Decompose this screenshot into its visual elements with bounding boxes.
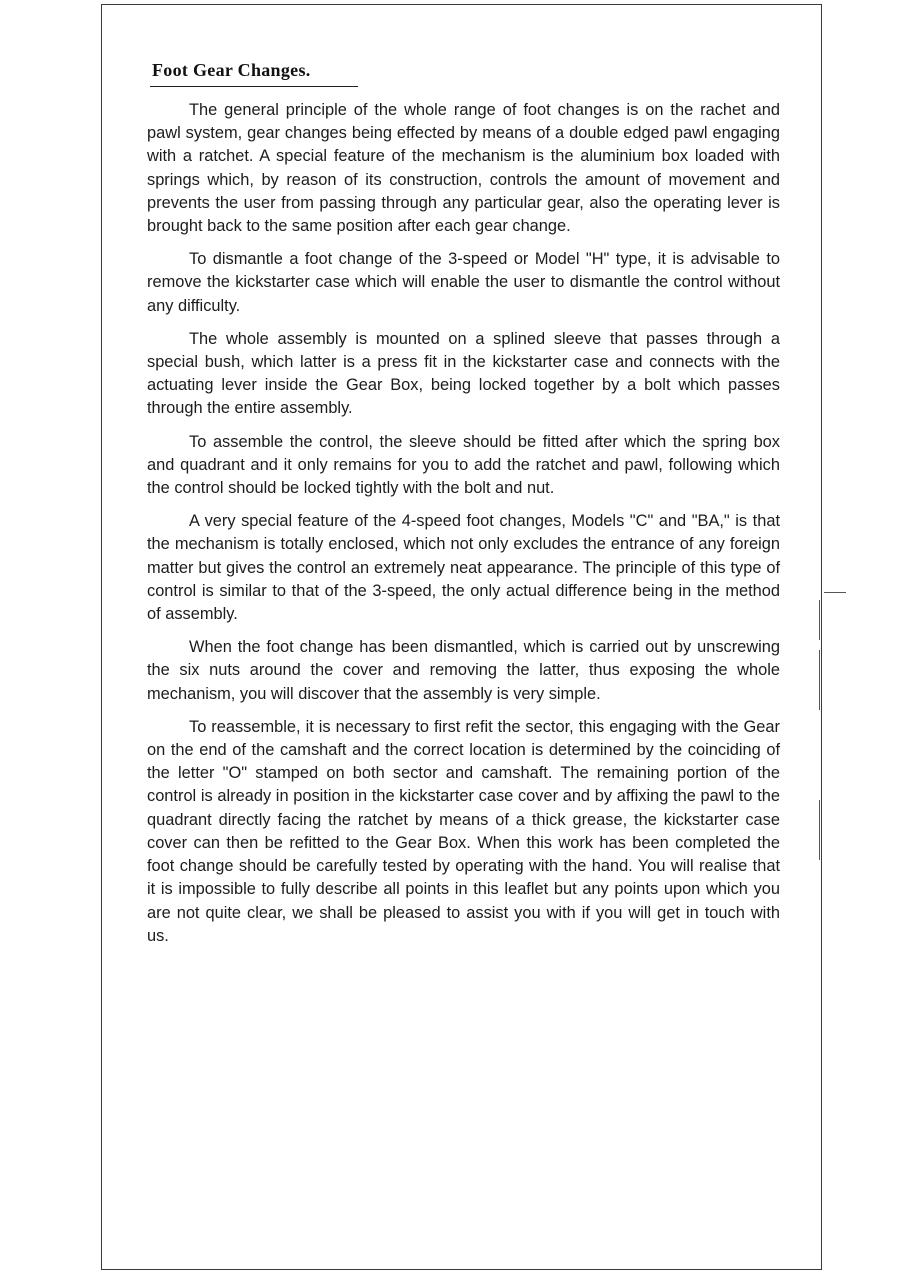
paragraph: A very special feature of the 4-speed foot changes, Models "C" and "BA," is that the mechanism is totally enclosed, which not only excludes the entrance of any foreign matter but gives the control an extremely neat appearance. The principle of this type of control is similar to that of the 3-speed, the only actual difference being in the method of assembly. xyxy=(147,512,780,624)
paragraph: The general principle of the whole range of foot changes is on the rachet and pawl system, gear changes being effected by means of a double edged pawl engaging with a ratchet. A special feature of the mechanism is the aluminium box loaded with springs which, by reason of its construction, controls the amount of movement and prevents the user from passing through any particular gear, also the operating lever is brought back to the same position after each gear change. xyxy=(147,101,780,236)
scan-mark xyxy=(824,592,846,593)
paragraph: To assemble the control, the sleeve should be fitted after which the spring box and quadrant and it only remains for you to add the ratchet and pawl, following which the control should be locked tightly with the bolt and nut. xyxy=(147,432,780,498)
paragraph: The whole assembly is mounted on a splined sleeve that passes through a special bush, which latter is a press fit in the kickstarter case and connects with the actuating lever inside the Gear Box, being locked together by a bolt which passes through the entire assembly. xyxy=(147,329,780,418)
paragraph: To dismantle a foot change of the 3-speed or Model "H" type, it is advisable to remove the kickstarter case which will enable the user to dismantle the control without any difficulty. xyxy=(147,250,780,315)
heading-underline xyxy=(150,86,358,87)
scan-mark xyxy=(819,600,820,640)
scan-mark xyxy=(819,650,820,710)
body-text xyxy=(147,99,780,958)
page-heading: Foot Gear Changes. xyxy=(152,60,311,80)
paragraph: To reassemble, it is necessary to first refit the sector, this engaging with the Gear on the end of the camshaft and the correct location is determined by the coinciding of the letter "O" stamped on both sector and camshaft. The remaining portion of the control is already in position in the kickstarter case cover and by affixing the pawl to the quadrant directly facing the ratchet by means of a thick grease, the kickstarter case cover can then be refitted to the Gear Box. When this work has been completed the foot change should be carefully tested by operating with the hand. You will realise that it is impossible to fully describe all points in this leaflet but any points upon which you are not quite clear, we shall be pleased to assist you with if you will get in touch with us. xyxy=(147,717,780,945)
scan-mark xyxy=(819,800,820,860)
paragraph: When the foot change has been dismantled, which is carried out by unscrewing the six nuts around the cover and removing the latter, thus exposing the whole mechanism, you will discover that the assembly is very simple. xyxy=(147,638,780,703)
